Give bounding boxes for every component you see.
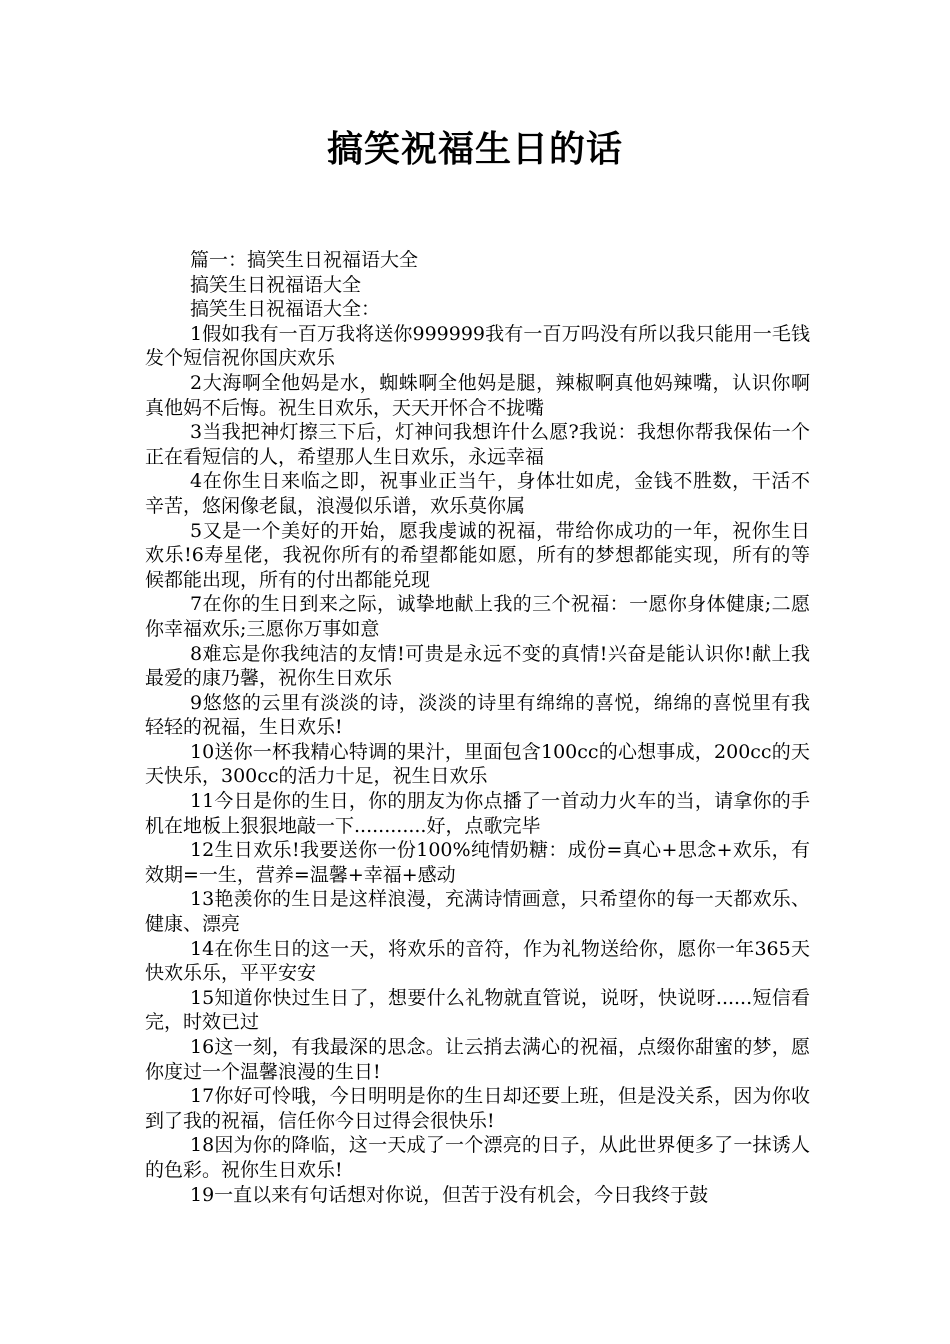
wish-paragraph: 10送你一杯我精心特调的果汁，里面包含100cc的心想事成，200cc的天天快乐，300cc的活力十足，祝生日欢乐 [145,740,810,788]
wish-paragraph: 13艳羡你的生日是这样浪漫，充满诗情画意，只希望你的每一天都欢乐、健康、漂亮 [145,888,810,936]
wish-paragraph: 9悠悠的云里有淡淡的诗，淡淡的诗里有绵绵的喜悦，绵绵的喜悦里有我轻轻的祝福，生日欢乐! [145,691,810,739]
wish-paragraph: 8难忘是你我纯洁的友情!可贵是永远不变的真情!兴奋是能认识你!献上我最爱的康乃馨，祝你生日欢乐 [145,642,810,690]
wish-paragraph: 1假如我有一百万我将送你999999我有一百万吗没有所以我只能用一毛钱发个短信祝你国庆欢乐 [145,322,810,370]
wish-paragraph: 14在你生日的这一天，将欢乐的音符，作为礼物送给你，愿你一年365天快欢乐乐，平平安安 [145,937,810,985]
wish-paragraph: 5又是一个美好的开始，愿我虔诚的祝福，带给你成功的一年，祝你生日欢乐!6寿星佬，我祝你所有的希望都能如愿，所有的梦想都能实现，所有的等候都能出现，所有的付出都能兑现 [145,519,810,591]
wish-paragraph: 7在你的生日到来之际，诚挚地献上我的三个祝福：一愿你身体健康;二愿你幸福欢乐;三愿你万事如意 [145,593,810,640]
wish-paragraph: 15知道你快过生日了，想要什么礼物就直管说，说呀，快说呀......短信看完，时效已过 [145,986,810,1034]
document-body [145,248,810,1207]
wish-paragraph: 11今日是你的生日，你的朋友为你点播了一首动力火车的当，请拿你的手机在地板上狠狠地敲一下............好，点歌完毕 [145,790,810,837]
wish-paragraph: 18因为你的降临，这一天成了一个漂亮的日子，从此世界便多了一抹诱人的色彩。祝你生日欢乐! [145,1134,810,1181]
document-title: 搞笑祝福生日的话 [326,129,623,170]
wish-paragraph: 12生日欢乐!我要送你一份100%纯情奶糖：成份=真心+思念+欢乐，有效期=一生，营养=温馨+幸福+感动 [145,839,810,886]
wish-paragraph: 4在你生日来临之即，祝事业正当午，身体壮如虎，金钱不胜数，干活不辛苦，悠闲像老鼠，浪漫似乐谱，欢乐莫你属 [145,470,810,517]
wish-paragraph: 16这一刻，有我最深的思念。让云捎去满心的祝福，点缀你甜蜜的梦，愿你度过一个温馨浪漫的生日! [145,1036,810,1083]
wish-paragraph: 3当我把神灯擦三下后，灯神问我想许什么愿?我说：我想你帮我保佑一个正在看短信的人，希望那人生日欢乐，永远幸福 [145,421,810,468]
subheading: 搞笑生日祝福语大全 [190,273,362,296]
section-heading: 篇一：搞笑生日祝福语大全 [190,249,419,271]
wish-paragraph: 17你好可怜哦，今日明明是你的生日却还要上班，但是没关系，因为你收到了我的祝福，信任你今日过得会很快乐! [145,1085,810,1132]
wish-paragraph: 19一直以来有句话想对你说，但苦于没有机会，今日我终于鼓 [190,1183,709,1206]
subheading: 搞笑生日祝福语大全： [190,298,381,321]
wish-paragraph: 2大海啊全他妈是水，蜘蛛啊全他妈是腿，辣椒啊真他妈辣嘴，认识你啊真他妈不后悔。祝生日欢乐，天天开怀合不拢嘴 [145,371,810,419]
